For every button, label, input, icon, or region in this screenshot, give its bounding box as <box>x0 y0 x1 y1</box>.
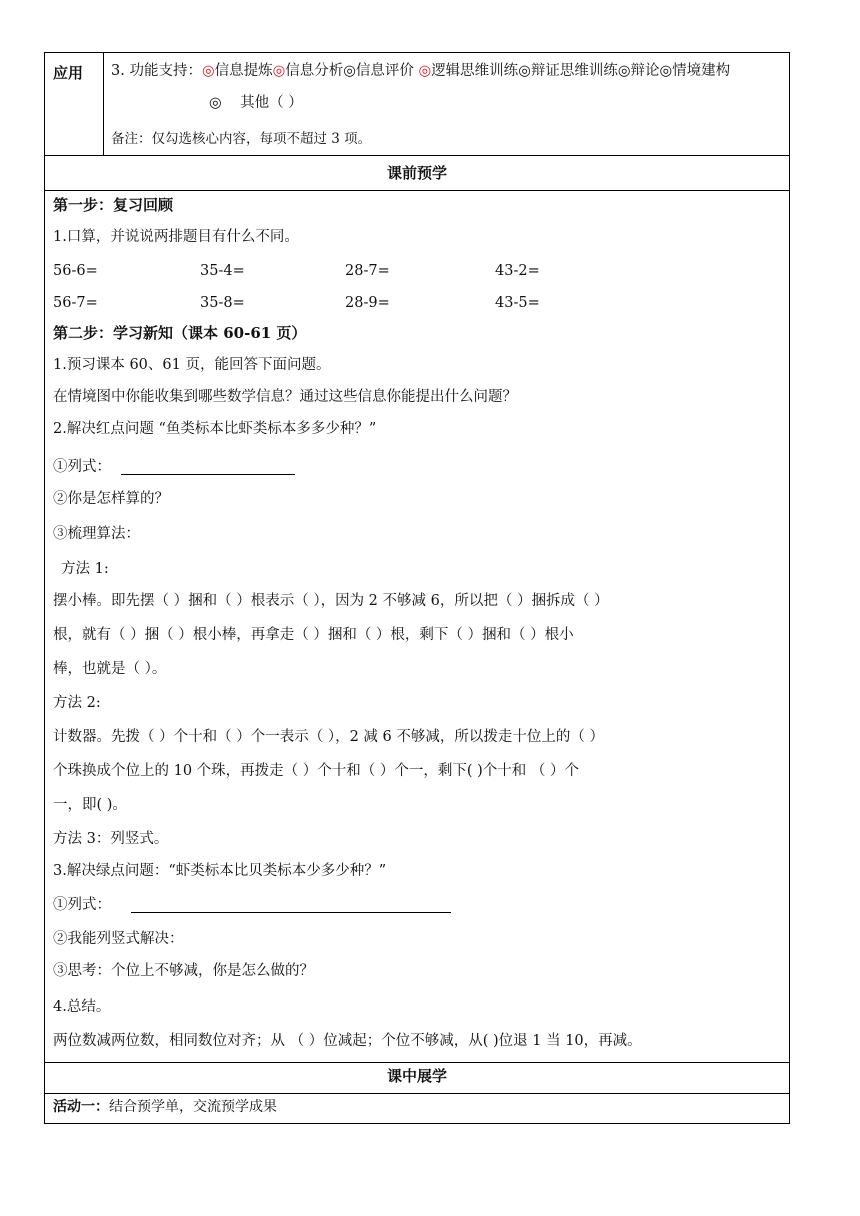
paragraph: 在情境图中你能收集到哪些数学信息？通过这些信息你能提出什么问题？ <box>53 389 517 405</box>
paragraph: ①列式： <box>53 897 111 913</box>
calc-item: 56-6= <box>53 263 98 279</box>
option-label: 情境建构 <box>672 63 731 79</box>
method-2-line: 计数器。先拨（ ）个十和（ ）个一表示（ ），2 减 6 不够减，所以拨走十位上的（ ） <box>53 729 604 745</box>
paragraph: 1.预习课本 60、61 页，能回答下面问题。 <box>53 357 331 373</box>
function-options <box>202 63 730 79</box>
answer-line <box>131 912 451 913</box>
option-mark: ◎ <box>343 63 356 79</box>
option-label: 信息分析 <box>285 63 344 79</box>
option-mark: ◎ <box>617 63 631 79</box>
row-divider <box>45 190 789 191</box>
paragraph: ①列式： <box>53 459 111 475</box>
calc-item: 35-8= <box>200 295 245 311</box>
other-mark: ◎ <box>209 95 222 111</box>
method-1-title: 方法 1: <box>61 561 109 577</box>
row-divider <box>45 1093 789 1094</box>
section-title-pre-study: 课前预学 <box>386 164 447 182</box>
row-divider <box>45 1062 789 1063</box>
other-option <box>209 93 303 113</box>
calc-item: 43-2= <box>495 263 540 279</box>
activity-text: 结合预学单，交流预学成果 <box>109 1099 277 1115</box>
method-2-line: 一，即( )。 <box>53 797 127 813</box>
note-text: 备注：仅勾选核心内容，每项不超过 3 项。 <box>111 131 372 147</box>
method-2-line: 个珠换成个位上的 10 个珠，再拨走（ ）个十和（ ）个一，剩下( )个十和 （ ）个 <box>53 763 580 779</box>
other-text: 其他（ ） <box>240 95 303 111</box>
calc-item: 28-7= <box>345 263 390 279</box>
paragraph: ③思考：个位上不够减，你是怎么做的？ <box>53 963 314 979</box>
section-title-in-class: 课中展学 <box>386 1067 447 1085</box>
option-mark: ◎ <box>201 63 215 79</box>
method-1-line: 根，就有（ ）捆（ ）根小棒，再拿走（ ）捆和（ ）根，剩下（ ）捆和（ ）根小 <box>53 627 574 643</box>
lesson-table <box>44 52 790 1124</box>
option-label: 辩证思维训练 <box>530 63 618 79</box>
answer-line <box>121 474 295 475</box>
method-2-title: 方法 2: <box>53 695 101 711</box>
paragraph: ②你是怎样算的？ <box>53 491 169 507</box>
activity-label: 活动一： <box>53 1099 109 1115</box>
calc-item: 43-5= <box>495 295 540 311</box>
option-label: 逻辑思维训练 <box>431 63 519 79</box>
function-support-line <box>111 61 730 81</box>
method-3: 方法 3：列竖式。 <box>53 831 169 847</box>
row-divider <box>45 155 789 156</box>
option-label: 信息提炼 <box>214 63 273 79</box>
activity-1 <box>53 1097 277 1117</box>
method-1-line: 摆小棒。即先摆（ ）捆和（ ）根表示（ ），因为 2 不够减 6，所以把（ ）捆拆成（ ） <box>53 593 609 609</box>
step2-title: 第二步：学习新知（课本 60-61 页） <box>53 324 307 342</box>
function-prefix: 3. 功能支持： <box>111 63 202 79</box>
calc-item: 56-7= <box>53 295 98 311</box>
paragraph: 2.解决红点问题 “鱼类标本比虾类标本多多少种？” <box>53 421 377 437</box>
option-label: 辩论 <box>630 63 660 79</box>
question-1: 1.口算，并说说两排题目有什么不同。 <box>53 229 299 245</box>
calc-item: 28-9= <box>345 295 390 311</box>
apply-label: 应用 <box>53 64 84 82</box>
calc-item: 35-4= <box>200 263 245 279</box>
option-mark: ◎ <box>518 63 531 79</box>
paragraph: 4.总结。 <box>53 999 111 1015</box>
paragraph: 3.解决绿点问题：“虾类标本比贝类标本少多少种？” <box>53 863 387 879</box>
option-label: 信息评价 <box>355 63 414 79</box>
paragraph: ③梳理算法： <box>53 526 140 542</box>
method-1-line: 棒，也就是（ ）。 <box>53 661 167 677</box>
option-mark: ◎ <box>659 63 673 79</box>
step1-title: 第一步：复习回顾 <box>53 196 174 214</box>
option-mark: ◎ <box>272 63 286 79</box>
option-mark: ◎ <box>413 63 432 79</box>
paragraph: ②我能列竖式解决： <box>53 931 184 947</box>
column-divider <box>103 53 104 155</box>
summary-line: 两位数减两位数，相同数位对齐；从 （ ）位减起；个位不够减，从( )位退 1 当 10，再减。 <box>53 1033 642 1049</box>
